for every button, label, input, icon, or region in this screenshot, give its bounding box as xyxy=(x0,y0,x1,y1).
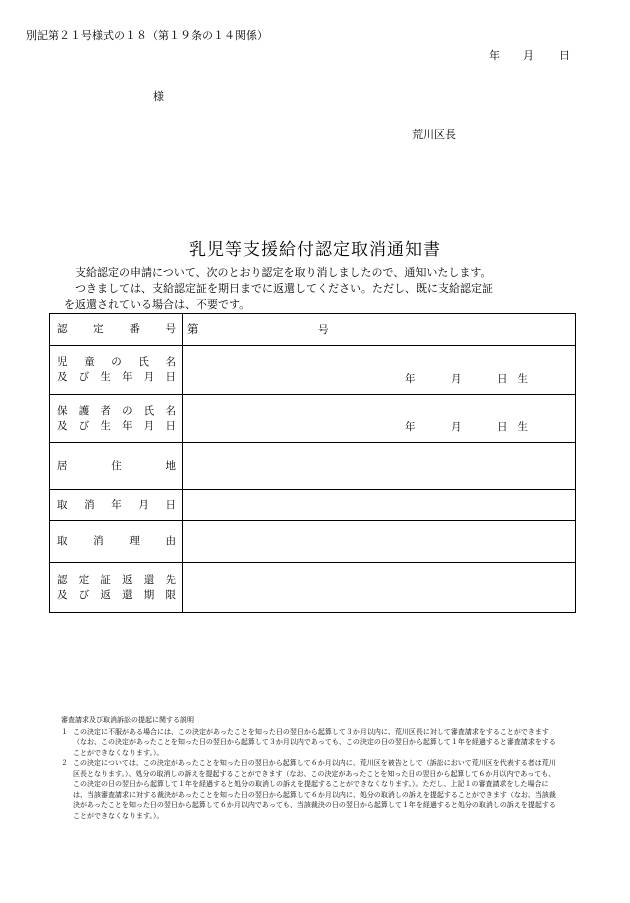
intro-line-2: つきましては、支給認定証を期日までに返還してください。ただし、既に支給認定証 xyxy=(75,282,493,295)
note-2-number: ２ xyxy=(61,759,68,767)
notes-heading: 審査請求及び取消訴訟の提起に関する説明 xyxy=(61,716,194,724)
cert-number-label: 認 定 番 号 xyxy=(57,323,176,335)
note-1-text: この決定に不服がある場合には、この決定があったことを知った日の翌日から起算して３か月以内に、荒川区長に対して審査請求をすることができます（なお、この決定があったことを知った日の翌日から起算して３か月以内であっても、この決定の日の翌日から起算して１年を経過すると審査請求をすることができなくなります。）。 xyxy=(73,727,556,757)
intro-text xyxy=(64,265,534,313)
child-birth-year: 年 xyxy=(405,373,416,385)
row-return xyxy=(50,563,576,613)
child-value-cell xyxy=(183,346,576,395)
row-residence xyxy=(50,443,576,490)
issuer: 荒川区長 xyxy=(412,128,456,141)
guardian-value-cell xyxy=(183,395,576,443)
note-2-text: この決定については、この決定があったことを知った日の翌日から起算して６か月以内に、荒川区を被告として（訴訟において荒川区を代表する者は荒川区長となります。）、処分の取消しの訴えを提起することができます（なお、この決定があったことを知った日の翌日から起算して６か月以内であっても、この決定の日の翌日から起算して１年を経過すると処分の取消しの訴えを提起することができなくなります。）。ただし、上記１の審査請求をした場合には、当該審査請求に対する裁決があったことを知った日の翌日から起算して６か月以内に、処分の取消しの訴えを提起することができます（なお、当該裁決があったことを知った日の翌日から起算して６か月以内であっても、当該裁決の日の翌日から起算して１年を経過すると処分の取消しの訴えを提起することができなくなります。）。 xyxy=(73,759,556,820)
cancel-date-label-cell xyxy=(50,490,183,521)
guardian-birth-day: 日生 xyxy=(497,421,538,433)
child-label-cell xyxy=(50,346,183,395)
cert-number-value-cell xyxy=(183,314,576,346)
residence-value-cell xyxy=(183,443,576,490)
date-day: 日 xyxy=(559,49,570,62)
guardian-birth-month: 月 xyxy=(451,421,462,433)
return-label-line-1: 認 定 証 返 還 先 xyxy=(57,573,176,586)
date-month: 月 xyxy=(523,49,534,62)
cancel-reason-label-cell xyxy=(50,521,183,563)
addressee-suffix: 様 xyxy=(153,90,164,103)
notice-form-table xyxy=(49,313,576,613)
note-item-2 xyxy=(61,758,561,821)
guardian-label-cell xyxy=(50,395,183,443)
appeal-notes xyxy=(61,715,561,821)
date-year: 年 xyxy=(489,49,500,62)
cert-number-label-cell xyxy=(50,314,183,346)
cancel-date-value-cell xyxy=(183,490,576,521)
cancel-reason-value-cell xyxy=(183,521,576,563)
cancel-reason-label: 取 消 理 由 xyxy=(57,535,176,547)
row-guardian xyxy=(50,395,576,443)
guardian-birth-year: 年 xyxy=(405,421,416,433)
guardian-label-line-1: 保 護 者 の 氏 名 xyxy=(57,404,176,417)
cert-number-suffix: 号 xyxy=(318,324,329,336)
row-cancel-reason xyxy=(50,521,576,563)
row-child xyxy=(50,346,576,395)
document-title: 乳児等支援給付認定取消通知書 xyxy=(189,240,441,260)
guardian-label-line-2: 及 び 生 年 月 日 xyxy=(57,419,176,432)
row-cancel-date xyxy=(50,490,576,521)
issue-date xyxy=(489,47,570,63)
child-birth-month: 月 xyxy=(451,373,462,385)
child-birth-day: 日生 xyxy=(497,373,538,385)
note-1-number: １ xyxy=(61,727,68,736)
return-label-cell xyxy=(50,563,183,613)
row-cert-number xyxy=(50,314,576,346)
note-item-1 xyxy=(61,727,561,759)
residence-label: 居 住 地 xyxy=(57,459,176,472)
cert-number-prefix: 第 xyxy=(187,322,199,336)
cancel-date-label: 取 消 年 月 日 xyxy=(57,498,176,511)
intro-line-3: を返還されている場合は、不要です。 xyxy=(64,298,251,311)
child-label-line-2: 及 び 生 年 月 日 xyxy=(57,371,176,383)
child-label-line-1: 児 童 の 氏 名 xyxy=(57,356,176,368)
form-reference: 別記第２１号様式の１８（第１９条の１４関係） xyxy=(26,29,268,42)
residence-label-cell xyxy=(50,443,183,490)
intro-line-1: 支給認定の申請について、次のとおり認定を取り消しましたので、通知いたします。 xyxy=(75,266,492,279)
return-label-line-2: 及 び 返 還 期 限 xyxy=(57,588,176,601)
return-value-cell xyxy=(183,563,576,613)
